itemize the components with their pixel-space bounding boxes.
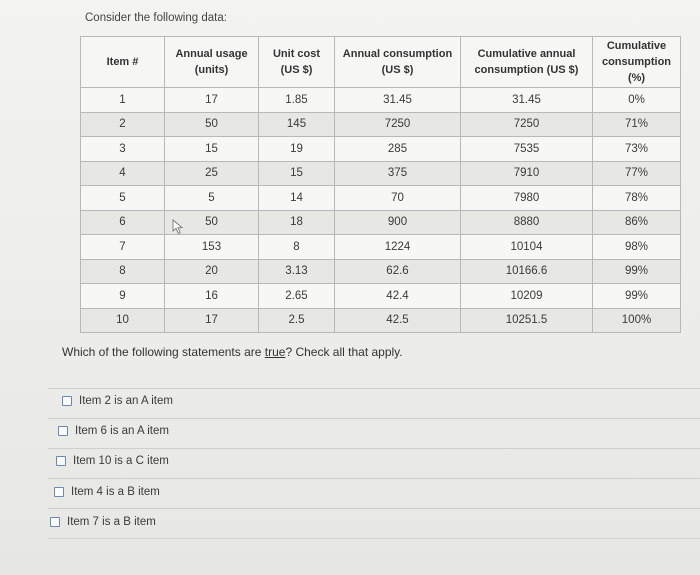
divider xyxy=(48,418,700,419)
cell-unit-cost: 18 xyxy=(259,210,335,235)
table-row xyxy=(81,259,681,284)
cell-item: 5 xyxy=(81,186,165,211)
cell-usage: 25 xyxy=(165,161,259,186)
cell-percent: 78% xyxy=(593,186,681,211)
cell-cumulative: 10166.6 xyxy=(461,259,593,284)
cell-percent: 86% xyxy=(593,210,681,235)
cell-usage: 16 xyxy=(165,284,259,309)
option-label: Item 10 is a C item xyxy=(73,455,169,467)
cell-usage: 5 xyxy=(165,186,259,211)
cell-percent: 98% xyxy=(593,235,681,260)
checkbox[interactable] xyxy=(54,487,64,497)
cell-consumption: 375 xyxy=(335,161,461,186)
cell-usage: 15 xyxy=(165,137,259,162)
cell-usage: 50 xyxy=(165,210,259,235)
option-item-10-c[interactable] xyxy=(56,451,169,471)
cell-usage: 17 xyxy=(165,88,259,113)
header-cumulative-annual: Cumulative annual consumption (US $) xyxy=(461,37,593,88)
divider xyxy=(48,508,700,509)
cell-percent: 100% xyxy=(593,308,681,333)
option-label: Item 6 is an A item xyxy=(75,425,169,437)
cell-cumulative: 7980 xyxy=(461,186,593,211)
cell-consumption: 1224 xyxy=(335,235,461,260)
cell-percent: 99% xyxy=(593,284,681,309)
cell-item: 4 xyxy=(81,161,165,186)
cell-percent: 99% xyxy=(593,259,681,284)
cell-consumption: 42.4 xyxy=(335,284,461,309)
table-row xyxy=(81,112,681,137)
cell-usage: 17 xyxy=(165,308,259,333)
table-row xyxy=(81,161,681,186)
cell-usage: 20 xyxy=(165,259,259,284)
divider xyxy=(48,388,700,389)
intro-text: Consider the following data: xyxy=(85,12,227,24)
cell-cumulative: 7910 xyxy=(461,161,593,186)
cell-percent: 77% xyxy=(593,161,681,186)
cell-cumulative: 10209 xyxy=(461,284,593,309)
header-cumulative-percent: Cumulative consumption (%) xyxy=(593,37,681,88)
cell-unit-cost: 3.13 xyxy=(259,259,335,284)
cell-unit-cost: 145 xyxy=(259,112,335,137)
cell-unit-cost: 2.5 xyxy=(259,308,335,333)
checkbox[interactable] xyxy=(50,517,60,527)
cell-item: 7 xyxy=(81,235,165,260)
cell-consumption: 7250 xyxy=(335,112,461,137)
cell-item: 3 xyxy=(81,137,165,162)
divider xyxy=(48,538,700,539)
option-item-2-a[interactable] xyxy=(62,391,173,411)
cell-unit-cost: 8 xyxy=(259,235,335,260)
cell-consumption: 62.6 xyxy=(335,259,461,284)
cell-item: 10 xyxy=(81,308,165,333)
cell-consumption: 42.5 xyxy=(335,308,461,333)
cell-cumulative: 7250 xyxy=(461,112,593,137)
table-row xyxy=(81,137,681,162)
cell-percent: 73% xyxy=(593,137,681,162)
header-annual-usage: Annual usage (units) xyxy=(165,37,259,88)
question-text: Which of the following statements are true? Check all that apply. xyxy=(62,345,403,359)
cell-percent: 71% xyxy=(593,112,681,137)
cell-consumption: 285 xyxy=(335,137,461,162)
cell-cumulative: 8880 xyxy=(461,210,593,235)
cell-percent: 0% xyxy=(593,88,681,113)
divider xyxy=(48,478,700,479)
cell-usage: 50 xyxy=(165,112,259,137)
mouse-pointer-icon xyxy=(172,219,184,235)
cell-consumption: 31.45 xyxy=(335,88,461,113)
option-label: Item 4 is a B item xyxy=(71,486,160,498)
cell-unit-cost: 2.65 xyxy=(259,284,335,309)
cell-cumulative: 31.45 xyxy=(461,88,593,113)
checkbox[interactable] xyxy=(62,396,72,406)
data-table xyxy=(80,36,681,333)
option-item-4-b[interactable] xyxy=(54,482,160,502)
option-label: Item 7 is a B item xyxy=(67,516,156,528)
table-row xyxy=(81,88,681,113)
cell-item: 2 xyxy=(81,112,165,137)
header-unit-cost: Unit cost (US $) xyxy=(259,37,335,88)
cell-cumulative: 10104 xyxy=(461,235,593,260)
table-row xyxy=(81,186,681,211)
divider xyxy=(48,448,700,449)
header-item: Item # xyxy=(81,37,165,88)
checkbox[interactable] xyxy=(58,426,68,436)
table-row xyxy=(81,284,681,309)
cell-unit-cost: 15 xyxy=(259,161,335,186)
cell-item: 9 xyxy=(81,284,165,309)
table-row xyxy=(81,235,681,260)
table-row xyxy=(81,308,681,333)
cell-unit-cost: 1.85 xyxy=(259,88,335,113)
cell-item: 6 xyxy=(81,210,165,235)
cell-usage: 153 xyxy=(165,235,259,260)
cell-consumption: 70 xyxy=(335,186,461,211)
cell-unit-cost: 14 xyxy=(259,186,335,211)
table-row xyxy=(81,210,681,235)
cell-item: 8 xyxy=(81,259,165,284)
option-item-6-a[interactable] xyxy=(58,421,169,441)
cell-cumulative: 10251.5 xyxy=(461,308,593,333)
cell-unit-cost: 19 xyxy=(259,137,335,162)
table-header-row xyxy=(81,37,681,88)
checkbox[interactable] xyxy=(56,456,66,466)
cell-cumulative: 7535 xyxy=(461,137,593,162)
header-annual-consumption: Annual consumption (US $) xyxy=(335,37,461,88)
option-label: Item 2 is an A item xyxy=(79,395,173,407)
cell-consumption: 900 xyxy=(335,210,461,235)
cell-item: 1 xyxy=(81,88,165,113)
option-item-7-b[interactable] xyxy=(50,512,156,532)
